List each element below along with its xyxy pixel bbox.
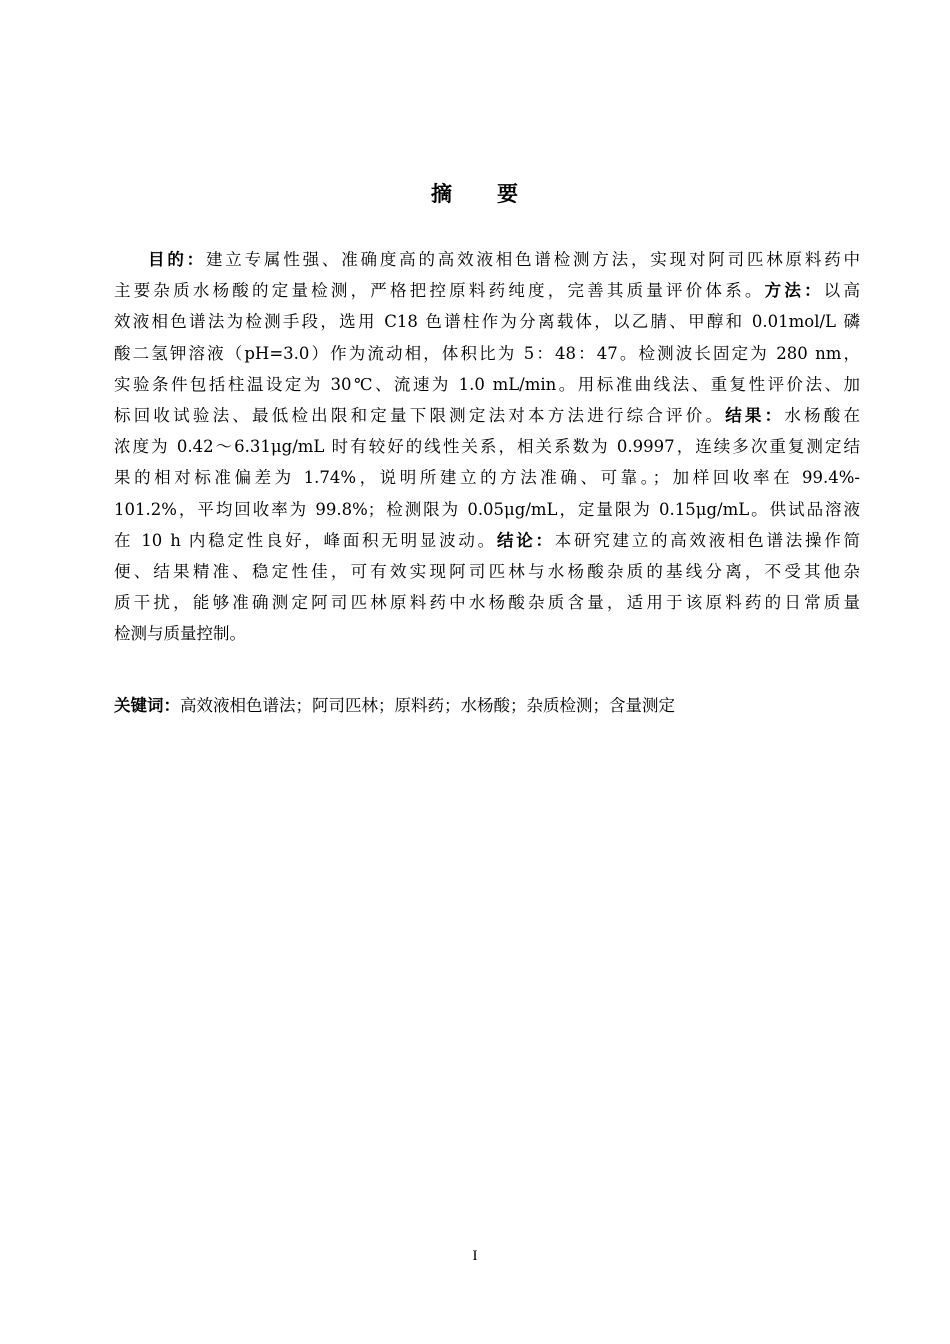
line-text: 酸二氢钾溶液（pH=3.0）作为流动相，体积比为 5：48：47。检测波长固定为 280 nm， bbox=[114, 343, 860, 363]
line-text-suffix: 水杨酸在 bbox=[784, 405, 860, 425]
line-text: 果的相对标准偏差为 1.74%，说明所建立的方法准确、可靠。；加样回收率在 99.4%- bbox=[114, 468, 860, 488]
abstract-line bbox=[114, 275, 860, 306]
keywords-text: 高效液相色谱法；阿司匹林；原料药；水杨酸；杂质检测；含量测定 bbox=[180, 696, 675, 715]
line-text: 效液相色谱法为检测手段，选用 C18 色谱柱作为分离载体，以乙腈、甲醇和 0.01mol/L 磷 bbox=[114, 312, 860, 332]
section-label-conclusion: 结论： bbox=[496, 530, 555, 550]
abstract-line bbox=[114, 556, 860, 587]
page-number: I bbox=[472, 1248, 478, 1264]
line-text: 检测与质量控制。 bbox=[114, 624, 246, 644]
line-text: 标回收试验法、最低检出限和定量下限测定法对本方法进行综合评价。 bbox=[114, 405, 726, 425]
abstract-line bbox=[114, 494, 860, 525]
line-text: 质干扰，能够准确测定阿司匹林原料药中水杨酸杂质含量，适用于该原料药的日常质量 bbox=[114, 593, 860, 613]
line-text: 在 10 h 内稳定性良好，峰面积无明显波动。 bbox=[114, 530, 497, 550]
line-text: 便、结果精准、稳定性佳，可有效实现阿司匹林与水杨酸杂质的基线分离，不受其他杂 bbox=[114, 561, 860, 581]
line-text-suffix: 以高 bbox=[823, 281, 860, 301]
abstract-line bbox=[114, 400, 860, 431]
abstract-line bbox=[114, 338, 860, 369]
title-char-1: 摘 bbox=[431, 182, 453, 206]
abstract-line bbox=[114, 462, 860, 493]
abstract-body bbox=[114, 244, 860, 649]
title-char-2: 要 bbox=[497, 182, 519, 206]
abstract-line bbox=[114, 525, 860, 556]
keywords-label: 关键词： bbox=[114, 696, 180, 715]
section-label-purpose: 目的： bbox=[148, 250, 206, 269]
line-text-suffix: 本研究建立的高效液相色谱法操作简 bbox=[554, 530, 860, 550]
line-text: 主要杂质水杨酸的定量检测，严格把控原料药纯度，完善其质量评价体系。 bbox=[114, 281, 765, 301]
abstract-line bbox=[114, 306, 860, 337]
line-text: 101.2%，平均回收率为 99.8%；检测限为 0.05μg/mL，定量限为 0.15μg/mL。供试品溶液 bbox=[114, 499, 860, 519]
section-label-result: 结果： bbox=[725, 405, 785, 425]
line-text: 建立专属性强、准确度高的高效液相色谱检测方法，实现对阿司匹林原料药中 bbox=[205, 250, 860, 269]
abstract-line bbox=[114, 587, 860, 618]
line-text: 浓度为 0.42～6.31μg/mL 时有较好的线性关系，相关系数为 0.9997，连续多次重复测定结 bbox=[114, 437, 860, 457]
section-label-method: 方法： bbox=[764, 281, 824, 301]
abstract-title bbox=[0, 178, 950, 208]
abstract-line bbox=[114, 244, 860, 275]
line-text: 实验条件包括柱温设定为 30℃、流速为 1.0 mL/min。用标准曲线法、重复性评价法、加 bbox=[114, 374, 860, 394]
abstract-line bbox=[114, 618, 860, 649]
abstract-line bbox=[114, 431, 860, 462]
abstract-line bbox=[114, 369, 860, 400]
keywords-line bbox=[114, 692, 675, 720]
